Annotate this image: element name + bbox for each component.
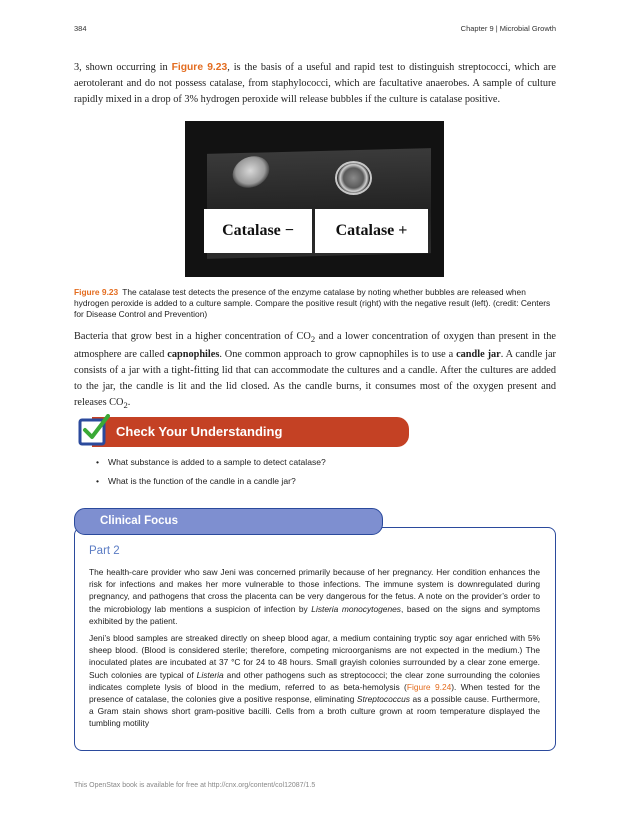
clinical-focus-part: Part 2 <box>89 545 120 557</box>
footer-note: This OpenStax book is available for free at http://cnx.org/content/col12087/1.5 <box>74 782 316 789</box>
term-candle-jar: candle jar <box>456 349 501 361</box>
catalase-negative-label: Catalase − <box>204 209 312 253</box>
chapter-title: Chapter 9 | Microbial Growth <box>460 24 556 33</box>
intro-paragraph: 3, shown occurring in Figure 9.23, is the basis of a useful and rapid test to distinguish streptococci, which are aerotolerant and do not possess catalase, from staphylococci, which are facultative anaerobes. A sample of culture rapidly mixed in a drop of 3% hydrogen peroxide will release bubbles if the culture is catalase positive. <box>74 62 556 105</box>
clinical-focus-title: Clinical Focus <box>100 515 178 527</box>
catalase-positive-label: Catalase + <box>315 209 428 253</box>
catalase-test-photo <box>185 121 444 277</box>
page-number: 384 <box>74 24 87 33</box>
list-item: • What substance is added to a sample to detect catalase? <box>94 455 326 474</box>
caption-figure-number: Figure 9.23 <box>74 287 119 297</box>
figure-9-24-link[interactable]: Figure 9.24 <box>406 681 452 692</box>
clinical-focus-tab <box>74 508 383 535</box>
checkbox-check-icon <box>78 414 110 446</box>
check-understanding-questions <box>94 455 326 493</box>
check-understanding-banner <box>92 417 409 447</box>
figure-9-23-link[interactable]: Figure 9.23 <box>171 62 228 73</box>
positive-sample-bubbles <box>335 161 372 195</box>
clinical-paragraph-2: Jeni’s blood samples are streaked directly on sheep blood agar, a medium containing tryptic soy agar enriched with 5% sheep blood. (Blood is considered sterile; therefore, competing microorganisms are not expected in the medium.) The inoculated plates are incubated at 37 °C for 24 to 48 hours. Small grayish colonies surrounded by a clear zone emerge. Such colonies are typical of Listeria and other pathogens such as streptococci; the clear zone surrounding the colonies indicates complete lysis of blood in the medium, referred to as beta-hemolysis (Figure 9.24). When tested for the presence of catalase, the colonies give a positive response, eliminating Streptococcus as a possible cause. Furthermore, a Gram stain shows short gram-positive bacilli. Cells from a broth culture grown at room temperature displayed the tumbling motility <box>89 633 540 729</box>
clinical-paragraph-1: The health-care provider who saw Jeni was concerned primarily because of her pregnancy. Her condition enhances the risk for infections and makes her more vulnerable to those infections. The immune system is downregulated during pregnancy, and pathogens that cross the placenta can be very dangerous for the fetus. A note on the provider’s order to the microbiology lab mentions a suspicion of infection by Listeria monocytogenes, based on the signs and symptoms exhibited by the patient. <box>89 567 541 626</box>
term-capnophiles: capnophiles <box>167 349 220 361</box>
check-understanding-title: Check Your Understanding <box>116 424 283 439</box>
capnophiles-paragraph: Bacteria that grow best in a higher concentration of $CO_2$ and a lower concentration of oxygen than present in the atmosphere are called capnophiles. One common approach to grow capnophiles is to use a candle jar. A candle jar consists of a jar with a tight-fitting lid that can accommodate the cultures and a candle. After the cultures are added to the jar, the candle is lit and the lid closed. As the candle burns, it consumes most of the oxygen present and releases $CO_2$. <box>74 331 556 411</box>
list-item: • What is the function of the candle in a candle jar? <box>94 474 326 493</box>
figure-caption: Figure 9.23 The catalase test detects the presence of the enzyme catalase by noting whether bubbles are released when hydrogen peroxide is added to a culture sample. Compare the positive result (right) with the negative result (left). (credit: Centers for Disease Control and Prevention) <box>74 287 551 319</box>
